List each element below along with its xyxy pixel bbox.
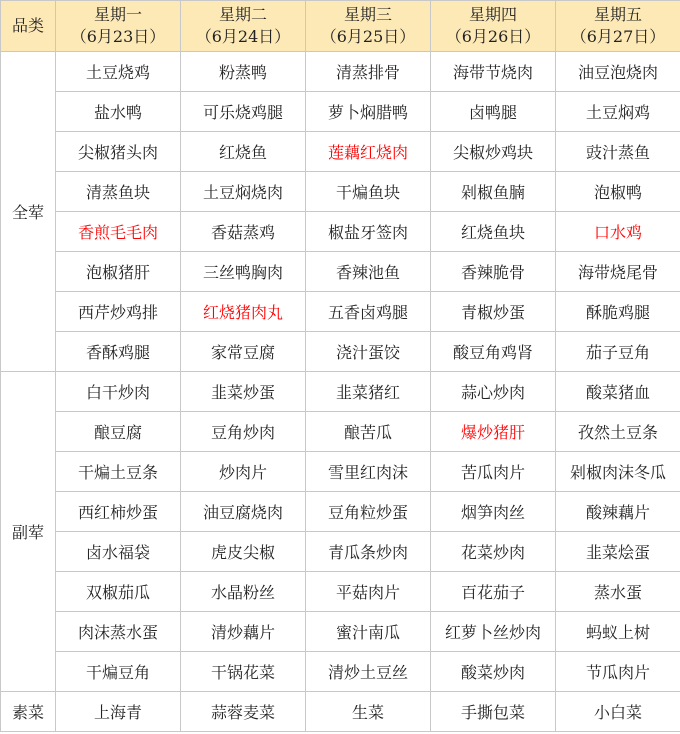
dish-cell: 清蒸排骨 xyxy=(306,52,431,92)
menu-row xyxy=(1,52,680,92)
dish-cell: 卤水福袋 xyxy=(56,532,181,572)
dish-cell: 香煎毛毛肉 xyxy=(56,212,181,252)
menu-row xyxy=(1,172,680,212)
dish-cell: 蒜蓉麦菜 xyxy=(181,692,306,732)
dish-cell: 韭菜烩蛋 xyxy=(556,532,680,572)
menu-row xyxy=(1,92,680,132)
dish-cell: 炒肉片 xyxy=(181,452,306,492)
dish-cell: 青瓜条炒肉 xyxy=(306,532,431,572)
dish-cell: 酿豆腐 xyxy=(56,412,181,452)
dish-cell: 蜜汁南瓜 xyxy=(306,612,431,652)
dish-cell: 尖椒炒鸡块 xyxy=(431,132,556,172)
dish-cell: 干煸土豆条 xyxy=(56,452,181,492)
dish-cell: 手撕包菜 xyxy=(431,692,556,732)
weekday-label: 星期二 xyxy=(218,5,267,24)
day-header xyxy=(181,1,306,52)
menu-row xyxy=(1,452,680,492)
dish-cell: 土豆烧鸡 xyxy=(56,52,181,92)
date-label: （6月26日） xyxy=(445,27,541,46)
category-cell: 副荤 xyxy=(1,372,56,692)
dish-cell: 平菇肉片 xyxy=(306,572,431,612)
dish-cell: 可乐烧鸡腿 xyxy=(181,92,306,132)
menu-row xyxy=(1,652,680,692)
dish-cell: 节瓜肉片 xyxy=(556,652,680,692)
day-header xyxy=(431,1,556,52)
dish-cell: 双椒茄瓜 xyxy=(56,572,181,612)
dish-cell: 烟笋肉丝 xyxy=(431,492,556,532)
dish-cell: 香菇蒸鸡 xyxy=(181,212,306,252)
dish-cell: 红烧鱼 xyxy=(181,132,306,172)
dish-cell: 剁椒肉沫冬瓜 xyxy=(556,452,680,492)
dish-cell: 口水鸡 xyxy=(556,212,680,252)
dish-cell: 酿苦瓜 xyxy=(306,412,431,452)
dish-cell: 卤鸭腿 xyxy=(431,92,556,132)
dish-cell: 尖椒猪头肉 xyxy=(56,132,181,172)
dish-cell: 剁椒鱼腩 xyxy=(431,172,556,212)
weekday-label: 星期五 xyxy=(593,5,642,24)
dish-cell: 红烧鱼块 xyxy=(431,212,556,252)
weekday-label: 星期四 xyxy=(468,5,517,24)
dish-cell: 豉汁蒸鱼 xyxy=(556,132,680,172)
dish-cell: 海带烧尾骨 xyxy=(556,252,680,292)
dish-cell: 清蒸鱼块 xyxy=(56,172,181,212)
menu-row xyxy=(1,492,680,532)
dish-cell: 海带节烧肉 xyxy=(431,52,556,92)
dish-cell: 浇汁蛋饺 xyxy=(306,332,431,372)
dish-cell: 酸菜炒肉 xyxy=(431,652,556,692)
dish-cell: 五香卤鸡腿 xyxy=(306,292,431,332)
dish-cell: 孜然土豆条 xyxy=(556,412,680,452)
dish-cell: 豆角粒炒蛋 xyxy=(306,492,431,532)
menu-row xyxy=(1,132,680,172)
dish-cell: 小白菜 xyxy=(556,692,680,732)
menu-row xyxy=(1,212,680,252)
dish-cell: 上海青 xyxy=(56,692,181,732)
menu-row xyxy=(1,412,680,452)
dish-cell: 生菜 xyxy=(306,692,431,732)
dish-cell: 雪里红肉沫 xyxy=(306,452,431,492)
menu-row xyxy=(1,692,680,732)
dish-cell: 酸菜猪血 xyxy=(556,372,680,412)
day-header xyxy=(556,1,680,52)
weekday-label: 星期一 xyxy=(93,5,142,24)
header-row xyxy=(1,1,680,52)
dish-cell: 茄子豆角 xyxy=(556,332,680,372)
dish-cell: 虎皮尖椒 xyxy=(181,532,306,572)
dish-cell: 肉沫蒸水蛋 xyxy=(56,612,181,652)
dish-cell: 泡椒猪肝 xyxy=(56,252,181,292)
menu-row xyxy=(1,292,680,332)
dish-cell: 家常豆腐 xyxy=(181,332,306,372)
dish-cell: 青椒炒蛋 xyxy=(431,292,556,332)
menu-row xyxy=(1,372,680,412)
dish-cell: 蒸水蛋 xyxy=(556,572,680,612)
dish-cell: 百花茄子 xyxy=(431,572,556,612)
dish-cell: 韭菜猪红 xyxy=(306,372,431,412)
dish-cell: 蚂蚁上树 xyxy=(556,612,680,652)
dish-cell: 红烧猪肉丸 xyxy=(181,292,306,332)
dish-cell: 红萝卜丝炒肉 xyxy=(431,612,556,652)
dish-cell: 香辣脆骨 xyxy=(431,252,556,292)
dish-cell: 蒜心炒肉 xyxy=(431,372,556,412)
dish-cell: 酥脆鸡腿 xyxy=(556,292,680,332)
dish-cell: 油豆泡烧肉 xyxy=(556,52,680,92)
dish-cell: 土豆焖烧肉 xyxy=(181,172,306,212)
dish-cell: 三丝鸭胸肉 xyxy=(181,252,306,292)
dish-cell: 盐水鸭 xyxy=(56,92,181,132)
dish-cell: 粉蒸鸭 xyxy=(181,52,306,92)
dish-cell: 西芹炒鸡排 xyxy=(56,292,181,332)
menu-row xyxy=(1,532,680,572)
dish-cell: 水晶粉丝 xyxy=(181,572,306,612)
dish-cell: 韭菜炒蛋 xyxy=(181,372,306,412)
dish-cell: 干煸豆角 xyxy=(56,652,181,692)
dish-cell: 莲藕红烧肉 xyxy=(306,132,431,172)
dish-cell: 椒盐牙签肉 xyxy=(306,212,431,252)
dish-cell: 豆角炒肉 xyxy=(181,412,306,452)
dish-cell: 西红柿炒蛋 xyxy=(56,492,181,532)
dish-cell: 白干炒肉 xyxy=(56,372,181,412)
category-header: 品类 xyxy=(1,1,56,52)
dish-cell: 土豆焖鸡 xyxy=(556,92,680,132)
dish-cell: 酸豆角鸡肾 xyxy=(431,332,556,372)
menu-body xyxy=(1,52,680,732)
menu-row xyxy=(1,332,680,372)
dish-cell: 香酥鸡腿 xyxy=(56,332,181,372)
day-header xyxy=(306,1,431,52)
dish-cell: 清炒土豆丝 xyxy=(306,652,431,692)
menu-row xyxy=(1,252,680,292)
dish-cell: 爆炒猪肝 xyxy=(431,412,556,452)
day-header xyxy=(56,1,181,52)
date-label: （6月27日） xyxy=(570,27,666,46)
menu-row xyxy=(1,612,680,652)
menu-row xyxy=(1,572,680,612)
dish-cell: 油豆腐烧肉 xyxy=(181,492,306,532)
dish-cell: 萝卜焖腊鸭 xyxy=(306,92,431,132)
dish-cell: 香辣池鱼 xyxy=(306,252,431,292)
date-label: （6月23日） xyxy=(70,27,166,46)
dish-cell: 泡椒鸭 xyxy=(556,172,680,212)
category-cell: 素菜 xyxy=(1,692,56,732)
dish-cell: 花菜炒肉 xyxy=(431,532,556,572)
date-label: （6月24日） xyxy=(195,27,291,46)
category-cell: 全荤 xyxy=(1,52,56,372)
dish-cell: 酸辣藕片 xyxy=(556,492,680,532)
dish-cell: 苦瓜肉片 xyxy=(431,452,556,492)
dish-cell: 干锅花菜 xyxy=(181,652,306,692)
dish-cell: 清炒藕片 xyxy=(181,612,306,652)
date-label: （6月25日） xyxy=(320,27,416,46)
weekday-label: 星期三 xyxy=(343,5,392,24)
dish-cell: 干煸鱼块 xyxy=(306,172,431,212)
